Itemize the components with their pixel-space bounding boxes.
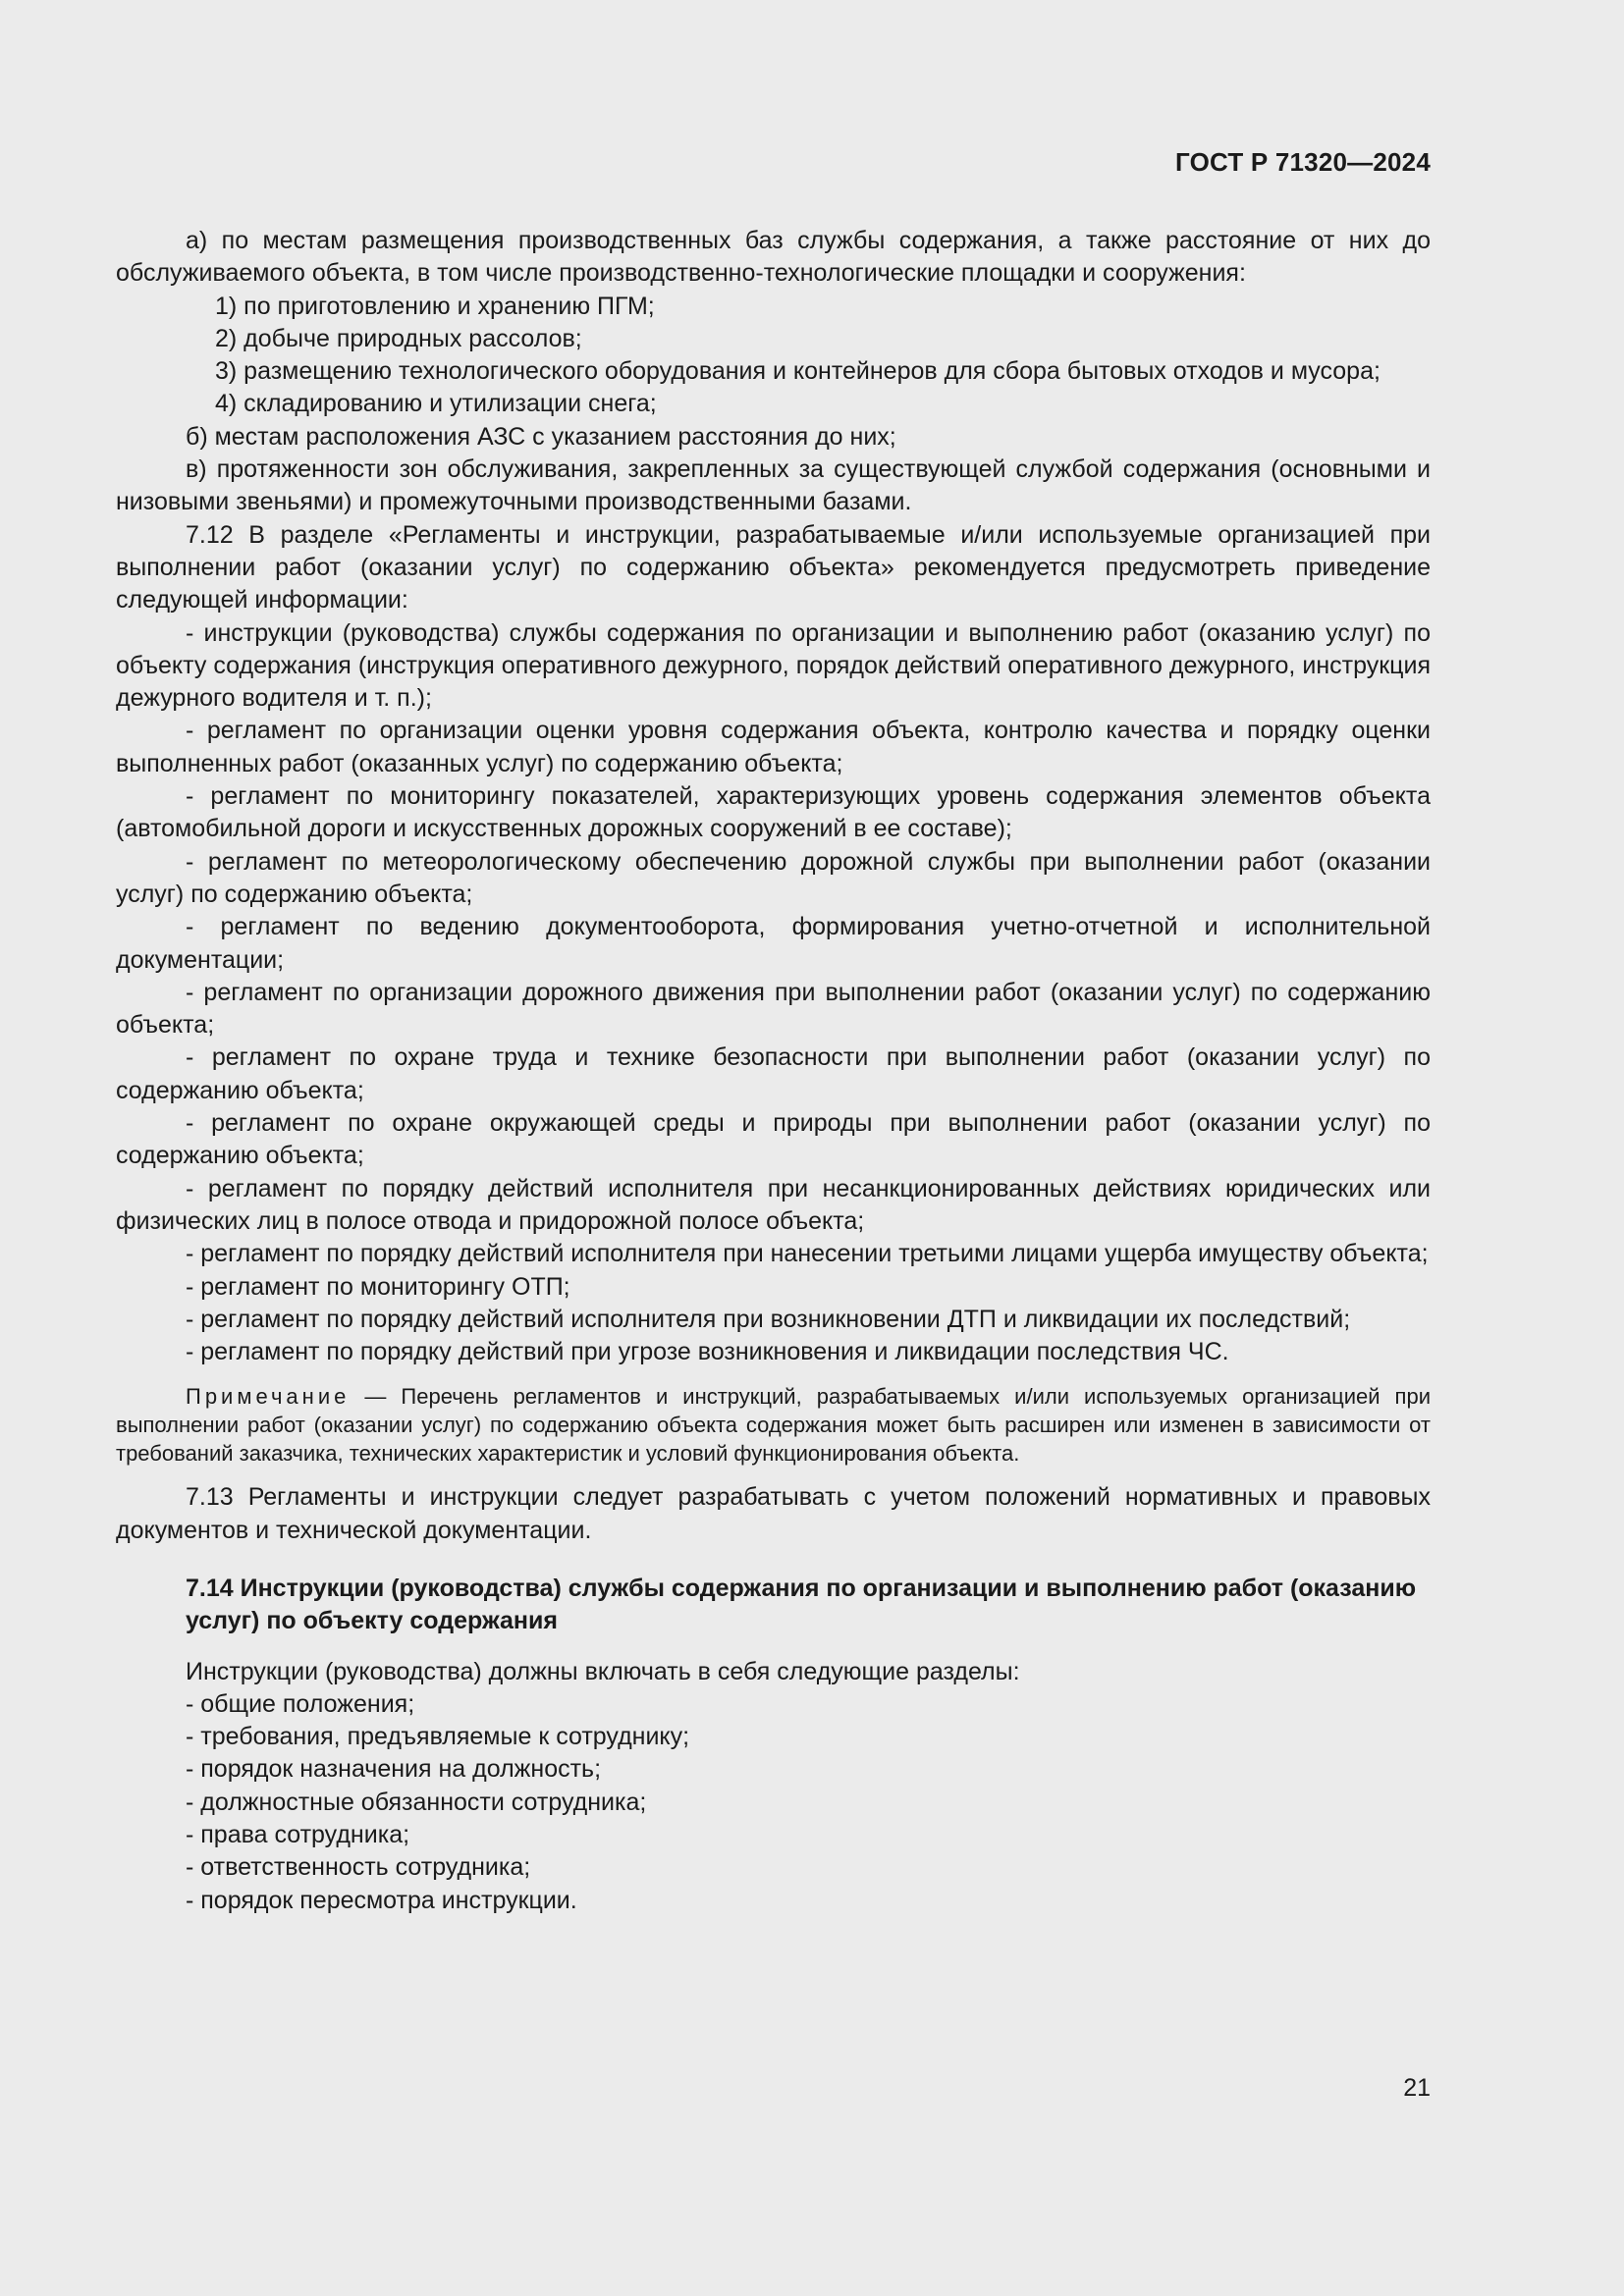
list-item: - общие положения;: [186, 1689, 415, 1718]
list-item: - регламент по организации оценки уровня содержания объекта, контролю качества и порядку оценки выполненных работ (оказанных услуг) по содержанию объекта;: [116, 717, 1431, 777]
subitem-3: 3) размещению технологического оборудования и контейнеров для сбора бытовых отходов и мусора;: [215, 357, 1380, 386]
subitem-2: 2) добыче природных рассолов;: [215, 324, 582, 352]
clause-7-13: 7.13 Регламенты и инструкции следует разрабатывать с учетом положений нормативных и правовых документов и технической документации.: [116, 1483, 1431, 1544]
section-heading-7-14: 7.14 Инструкции (руководства) службы содержания по организации и выполнению работ (оказанию услуг) по объекту содержания: [186, 1574, 1417, 1635]
doc-code-header: ГОСТ Р 71320—2024: [1175, 147, 1431, 177]
list-item: - регламент по охране окружающей среды и природы при выполнении работ (оказании услуг) по содержанию объекта;: [116, 1109, 1431, 1170]
list-item: - регламент по порядку действий исполнителя при несанкционированных действиях юридических или физических лиц в полосе отвода и придорожной полосе объекта;: [116, 1174, 1431, 1235]
list-item: - требования, предъявляемые к сотруднику;: [186, 1723, 690, 1751]
subitem-4: 4) складированию и утилизации снега;: [215, 390, 657, 418]
list-item: - регламент по метеорологическому обеспечению дорожной службы при выполнении работ (оказании услуг) по содержанию объекта;: [116, 847, 1431, 908]
list-item: - регламент по организации дорожного движения при выполнении работ (оказании услуг) по содержанию объекта;: [116, 978, 1431, 1040]
subitem-1: 1) по приготовлению и хранению ПГМ;: [215, 292, 655, 320]
note: [116, 1382, 1431, 1468]
clause-7-12: 7.12 В разделе «Регламенты и инструкции, разрабатываемые и/или используемые организацией при выполнении работ (оказании услуг) по содержанию объекта» рекомендуется предусмотреть приведение следующей информации:: [116, 520, 1431, 614]
list-item: - регламент по мониторингу показателей, характеризующих уровень содержания элементов объекта (автомобильной дороги и искусственных дорожных сооружений в ее составе);: [116, 782, 1431, 843]
list-item: - регламент по порядку действий исполнителя при возникновении ДТП и ликвидации их последствий;: [186, 1305, 1351, 1333]
sections-list: [116, 1688, 1431, 1917]
page-number: 21: [1403, 2074, 1431, 2102]
list-item: - инструкции (руководства) службы содержания по организации и выполнению работ (оказанию услуг) по объекту содержания (инструкция оперативного дежурного, порядок действий оперативного дежурного, инструкция дежурного водителя и т. п.);: [116, 618, 1431, 713]
list-item: - порядок назначения на должность;: [186, 1755, 602, 1784]
list-item: - регламент по порядку действий исполнителя при нанесении третьими лицами ущерба имуществу объекта;: [186, 1240, 1429, 1268]
sections-intro: Инструкции (руководства) должны включать в себя следующие разделы:: [186, 1657, 1020, 1685]
list-item: - регламент по мониторингу ОТП;: [186, 1272, 570, 1301]
list-item: - регламент по ведению документооборота, формирования учетно-отчетной и исполнительной документации;: [116, 913, 1431, 974]
list-item: - должностные обязанности сотрудника;: [186, 1788, 647, 1816]
page-body: [116, 225, 1431, 1917]
note-text: — Перечень регламентов и инструкций, разрабатываемых и/или используемых организацией при выполнении работ (оказании услуг) по содержанию объекта содержания может быть расширен или изменен в зависимости от требований заказчика, технических характеристик и условий функционирования объекта.: [116, 1384, 1431, 1467]
paragraph-b: б) местам расположения АЗС с указанием расстояния до них;: [186, 422, 896, 451]
note-label: Примечание: [186, 1384, 351, 1410]
list-item: - права сотрудника;: [186, 1821, 410, 1849]
paragraph-a: а) по местам размещения производственных баз службы содержания, а также расстояние от них до обслуживаемого объекта, в том числе производственно-технологические площадки и сооружения:: [116, 227, 1431, 288]
paragraph-v: в) протяженности зон обслуживания, закрепленных за существующей службой содержания (основными и низовыми звеньями) и промежуточными производственными базами.: [116, 455, 1431, 516]
list-item: - регламент по порядку действий при угрозе возникновения и ликвидации последствия ЧС.: [186, 1338, 1229, 1366]
list-item: - регламент по охране труда и технике безопасности при выполнении работ (оказании услуг) по содержанию объекта;: [116, 1043, 1431, 1104]
list-item: - ответственность сотрудника;: [186, 1853, 531, 1882]
list-item: - порядок пересмотра инструкции.: [186, 1886, 577, 1914]
